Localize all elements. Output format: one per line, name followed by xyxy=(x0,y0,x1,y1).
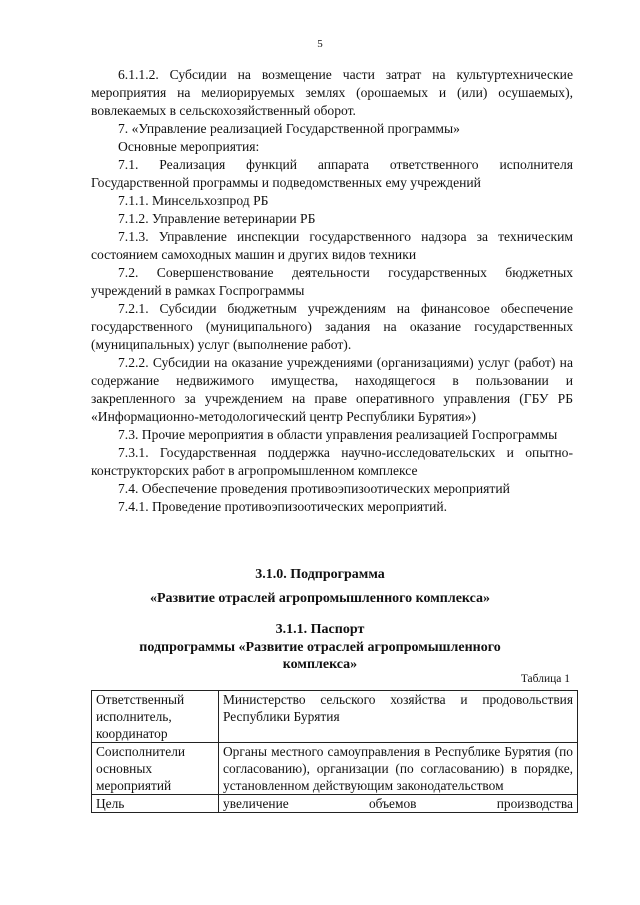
paragraph-7-1-3: 7.1.3. Управление инспекции государственного надзора за техническим состоянием самоходных машин и других видов техники xyxy=(91,229,573,262)
subprogram-title: «Развитие отраслей агропромышленного комплекса» xyxy=(149,591,491,606)
page-number: 5 xyxy=(317,38,323,50)
paragraph-7-3-1: 7.3.1. Государственная поддержка научно-исследовательских и опытно-конструкторских работ в агропромышленном комплексе xyxy=(91,445,573,478)
passport-subheading-cont: комплекса» xyxy=(282,657,358,672)
table-cell-label: Цель xyxy=(92,795,219,813)
table-cell-value: Органы местного самоуправления в Республике Бурятия (по согласованию), организации (по согласованию) в порядке, установленном действующим законодательством xyxy=(219,743,578,795)
table-row xyxy=(92,691,578,743)
paragraph-7-1-1: 7.1.1. Минсельхозпрод РБ xyxy=(118,193,269,208)
paragraph-7-3: 7.3. Прочие мероприятия в области управления реализацией Госпрограммы xyxy=(118,427,558,442)
paragraph-7: 7. «Управление реализацией Государственной программы» xyxy=(118,121,460,136)
document-body xyxy=(91,66,573,516)
table-caption: Таблица 1 xyxy=(520,673,570,685)
table-row xyxy=(92,743,578,795)
paragraph-7-4: 7.4. Обеспечение проведения противоэпизоотических мероприятий xyxy=(118,481,510,496)
paragraph-6-1-1-2: 6.1.1.2. Субсидии на возмещение части затрат на культуртехнические мероприятия на мелиорируемых землях (орошаемых и (или) осушаемых), вовлекаемых в сельскохозяйственный оборот. xyxy=(91,67,573,118)
paragraph-7-2-2: 7.2.2. Субсидии на оказание учреждениями (организациями) услуг (работ) на содержание недвижимого имущества, находящегося в пользовании и закрепленного за учреждением на праве оперативного управления (ГБУ РБ «Информационно-методологический центр Республики Бурятия») xyxy=(91,355,573,424)
paragraph-7-2: 7.2. Совершенствование деятельности государственных бюджетных учреждений в рамках Госпрограммы xyxy=(91,265,573,298)
paragraph-7-2-1: 7.2.1. Субсидии бюджетным учреждениям на финансовое обеспечение государственного (муниципального) задания на оказание государственных (муниципальных) услуг (выполнение работ). xyxy=(91,301,573,352)
table-cell-label: Ответственный исполнитель, координатор xyxy=(92,691,219,743)
paragraph-main-activities: Основные мероприятия: xyxy=(118,139,260,154)
subprogram-number: 3.1.0. Подпрограмма xyxy=(255,567,385,582)
paragraph-7-1-2: 7.1.2. Управление ветеринарии РБ xyxy=(118,211,316,226)
table-cell-label: Соисполнители основных мероприятий xyxy=(92,743,219,795)
table-cell-value: Министерство сельского хозяйства и продовольствия Республики Бурятия xyxy=(219,691,578,743)
table-cell-value: увеличение объемов производства xyxy=(219,795,578,813)
passport-subheading: подпрограммы «Развитие отраслей агропромышленного xyxy=(139,640,501,655)
paragraph-7-1: 7.1. Реализация функций аппарата ответственного исполнителя Государственной программы и подведомственных ему учреждений xyxy=(91,157,573,190)
table-row xyxy=(92,795,578,813)
passport-heading: 3.1.1. Паспорт xyxy=(275,622,365,637)
passport-table xyxy=(91,690,578,813)
paragraph-7-4-1: 7.4.1. Проведение противоэпизоотических мероприятий. xyxy=(118,499,448,514)
